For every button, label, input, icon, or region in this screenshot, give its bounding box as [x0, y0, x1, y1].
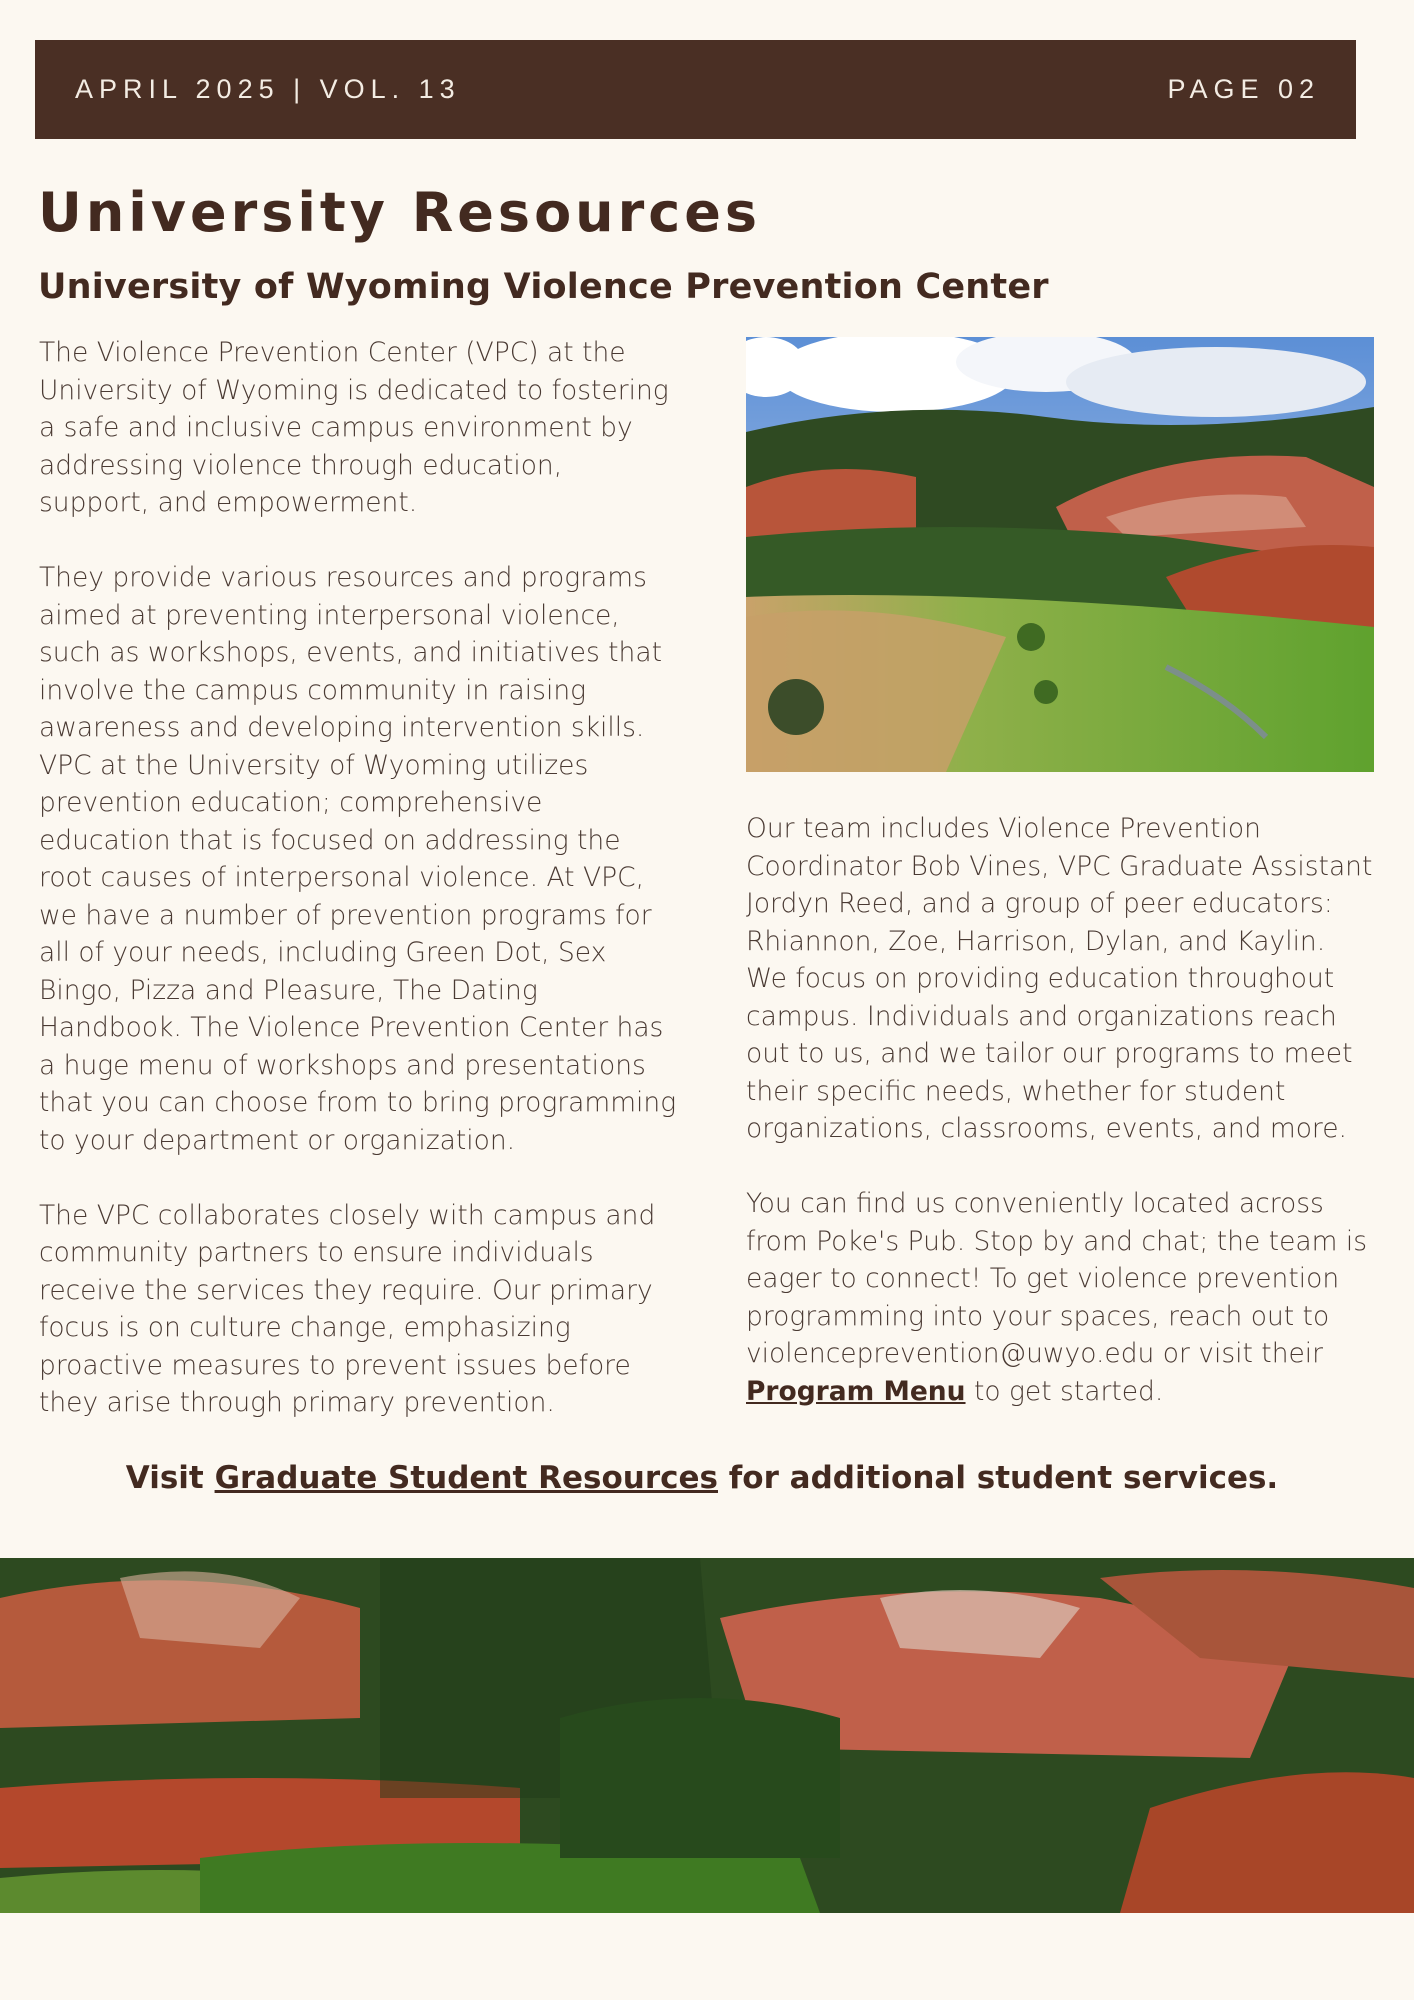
- right-column: [746, 810, 1386, 1448]
- left-paragraph-3: The VPC collaborates closely with campus and community partners to ensure individuals receive the services they require. Our primary focus is on culture change, emphasizing proactive measures to prevent issues before they arise through primary prevention.: [39, 1199, 656, 1418]
- contact-text: You can find us conveniently located across from Poke's Pub. Stop by and chat; the team is eager to connect! To get violence prevention programming into your spaces, reach out to violenceprevention@uwyo.edu or visit their: [746, 1188, 1368, 1369]
- graduate-resources-link[interactable]: Graduate Student Resources: [214, 1460, 718, 1496]
- page-title: University Resources: [38, 181, 762, 244]
- right-paragraph-1a: Our team includes Violence Prevention Coordinator Bob Vines, VPC Graduate Assistant Jordyn Reed, and a group of peer educators: Rhiannon, Zoe, Harrison, Dylan, and Kaylin.: [746, 813, 1373, 957]
- left-column: [39, 334, 679, 1459]
- contact-tail: to get started.: [973, 1375, 1164, 1407]
- cta-prefix: Visit: [125, 1460, 204, 1496]
- issue-label: APRIL 2025 | VOL. 13: [75, 74, 461, 104]
- landscape-photo: [746, 337, 1374, 772]
- cta-suffix: for additional student services.: [728, 1460, 1279, 1496]
- header-bar: [35, 40, 1356, 139]
- footer-cta: [0, 1460, 1404, 1496]
- left-paragraph-1: The Violence Prevention Center (VPC) at the University of Wyoming is dedicated to fostering a safe and inclusive campus environment by addressing violence through education, support, and empowerment.: [39, 337, 669, 518]
- right-paragraph-1b: We focus on providing education throughout campus. Individuals and organizations reach out to us, and we tailor our programs to meet their specific needs, whether for student organizations, classrooms, events, and more.: [746, 963, 1353, 1144]
- right-paragraph-2: [746, 1185, 1386, 1410]
- left-paragraph-2: They provide various resources and programs aimed at preventing interpersonal violence, such as workshops, events, and initiatives that involve the campus community in raising awareness and developing intervention skills. VPC at the University of Wyoming utilizes prevention education; comprehensive education that is focused on addressing the root causes of interpersonal violence. At VPC, we have a number of prevention programs for all of your needs, including Green Dot, Sex Bingo, Pizza and Pleasure, The Dating Handbook. The Violence Prevention Center has a huge menu of workshops and presentations that you can choose from to bring programming to your department or organization.: [39, 562, 677, 1156]
- landscape-banner: [0, 1558, 1414, 1913]
- program-menu-link[interactable]: Program Menu: [746, 1375, 966, 1407]
- page-number: PAGE 02: [1167, 74, 1320, 104]
- section-title: University of Wyoming Violence Prevention Center: [38, 267, 1049, 307]
